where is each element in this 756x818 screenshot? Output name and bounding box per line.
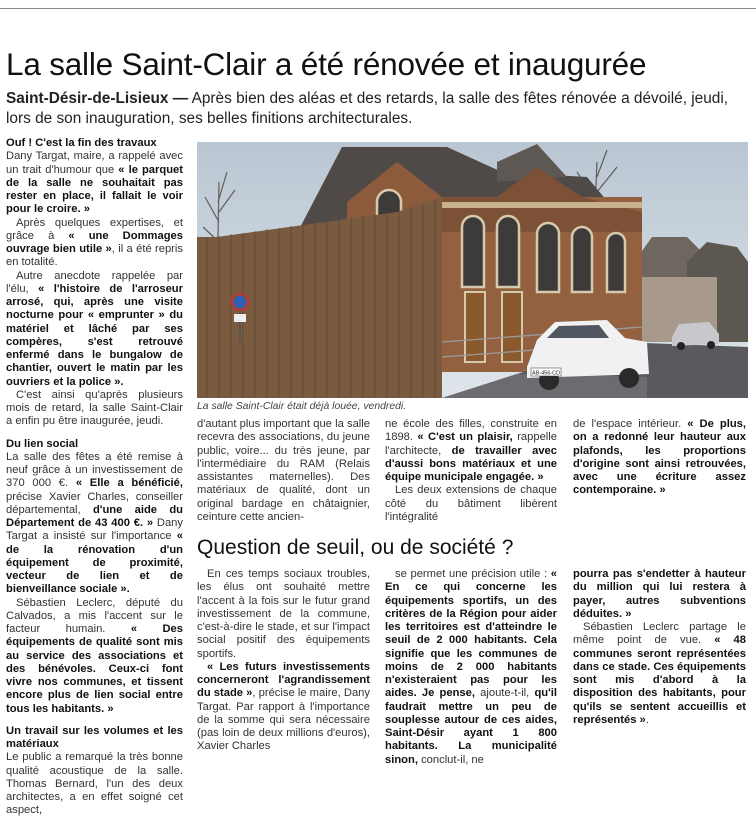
headline: La salle Saint-Clair a été rénovée et inaugurée	[6, 46, 647, 82]
paragraph: C'est ainsi qu'après plusieurs mois de retard, la salle Saint-Clair a enfin pu être inaugurée, jeudi.	[6, 388, 183, 428]
column-3	[385, 418, 557, 524]
paragraph: Sébastien Leclerc, député du Calvados, a mis l'accent sur le facteur humain. « Des équipements de qualité sont mis au service des associations et des bénévoles. Ceux-ci font vivre nos communes, et tissent encore plus de lien social entre tous les habitants. »	[6, 596, 183, 715]
building-illustration	[197, 142, 748, 398]
paragraph: « Les futurs investissements concerneront l'agrandissement du stade », précise le maire, Dany Targat. Par rapport à l'importance de la somme qui sera nécessaire (pas loin de deux millions d'euros), Xavier Charles	[197, 660, 370, 753]
column-1	[6, 137, 183, 818]
column-4	[573, 418, 746, 498]
article-photo	[197, 142, 748, 398]
column-2	[197, 418, 370, 524]
lead-text: Après bien des aléas et des retards, la salle des fêtes rénovée a dévoilé, jeudi, lors de son inauguration, ses belles finitions architecturales.	[6, 90, 729, 127]
section-heading-travaux: Ouf ! C'est la fin des travaux	[6, 137, 157, 149]
paragraph: Après quelques expertises, et grâce à « une Dommages ouvrage bien utile », il a été repris en totalité.	[6, 216, 183, 269]
section-heading-lien-social: Du lien social	[6, 437, 79, 450]
paragraph: Dany Targat, maire, a rappelé avec un trait d'humour que « le parquet de la salle ne souhaitait pas rester en place, il fallait le voir pour le croire. »	[6, 150, 183, 216]
lead-place: Saint-Désir-de-Lisieux —	[6, 90, 189, 107]
paragraph: Les deux extensions de chaque côté du bâtiment libèrent l'intégralité	[385, 484, 557, 523]
paragraph: Le public a remarqué la très bonne qualité acoustique de la salle. Thomas Bernard, l'un des deux architectes, a en effet soigné cet aspect,	[6, 751, 183, 817]
license-plate: AB-456-CD	[531, 370, 561, 377]
lead-paragraph	[6, 89, 751, 129]
column-5	[197, 568, 370, 754]
paragraph: de l'espace intérieur. « De plus, on a redonné leur hauteur aux plafonds, les proportions d'origine sont ainsi retrouvées, avec une écriture assez contemporaine. »	[573, 418, 746, 497]
photo-caption: La salle Saint-Clair était déjà louée, vendredi.	[197, 401, 407, 412]
paragraph: se permet une précision utile : « En ce qui concerne les équipements sportifs, un des critères de la Région pour aider les territoires est d'atteindre le seuil de 2 000 habitants. Cela signifie que les communes de moins de 2 000 habitants n'existeraient pas pour les aides. Je pense, ajoute-t-il, qu'il faudrait mettre un peu de souplesse autour de ces aides, Saint-Désir ayant 1 800 habitants. La municipalité sinon, conclut-il, ne	[385, 568, 558, 766]
paragraph: pourra pas s'endetter à hauteur du million qui lui restera à payer, autres subventions déduites. »	[573, 568, 746, 620]
paragraph: d'autant plus important que la salle recevra des associations, du jeune public, voire... du très jeune, par l'intermédiaire du RAM (Relais assistantes maternelles). Des matériaux de qualité, dont un original bardage en châtaignier, ceinture cette ancien-	[197, 418, 370, 523]
paragraph: La salle des fêtes a été remise à neuf grâce à un investissement de 370 000 €. « Elle a bénéficié, précise Xavier Charles, conseiller départemental, d'une aide du Département de 43 400 €. » Dany Targat a insisté sur l'importance « de la rénovation d'un équipement de proximité, vecteur de lien et de bienveillance sociale ».	[6, 450, 184, 596]
column-7	[573, 568, 746, 727]
subheading: Question de seuil, ou de société ?	[197, 536, 514, 559]
paragraph: Autre anecdote rappelée par l'élu, « l'histoire de l'arroseur arrosé, qui, après une visite nocturne pour « emprunter » du matériel et lâché par ses compères, s'est retrouvé enfermé dans le bungalow de chantier, ouvert le matin par les ouvriers et la police ».	[6, 269, 183, 388]
paragraph: Sébastien Leclerc partage le même point de vue. « 48 communes seront représentées dans ce stade. Ces équipements sont mis d'abord à la disposition des habitants, pour qu'ils se sentent accueillis et représentés ».	[573, 621, 746, 726]
paragraph: ne école des filles, construite en 1898. « C'est un plaisir, rappelle l'architecte, de travailler avec d'aussi bons matériaux et une équipe municipale engagée. »	[385, 418, 557, 483]
paragraph: En ces temps sociaux troubles, les élus ont souhaité mettre l'accent à la fois sur le futur grand investissement de la commune, c'est-à-dire le stade, et sur l'impact social positif des équipements sportifs.	[197, 568, 370, 660]
top-rule	[0, 8, 756, 9]
section-heading-volumes: Un travail sur les volumes et les matériaux	[6, 724, 183, 750]
column-6	[385, 568, 557, 767]
